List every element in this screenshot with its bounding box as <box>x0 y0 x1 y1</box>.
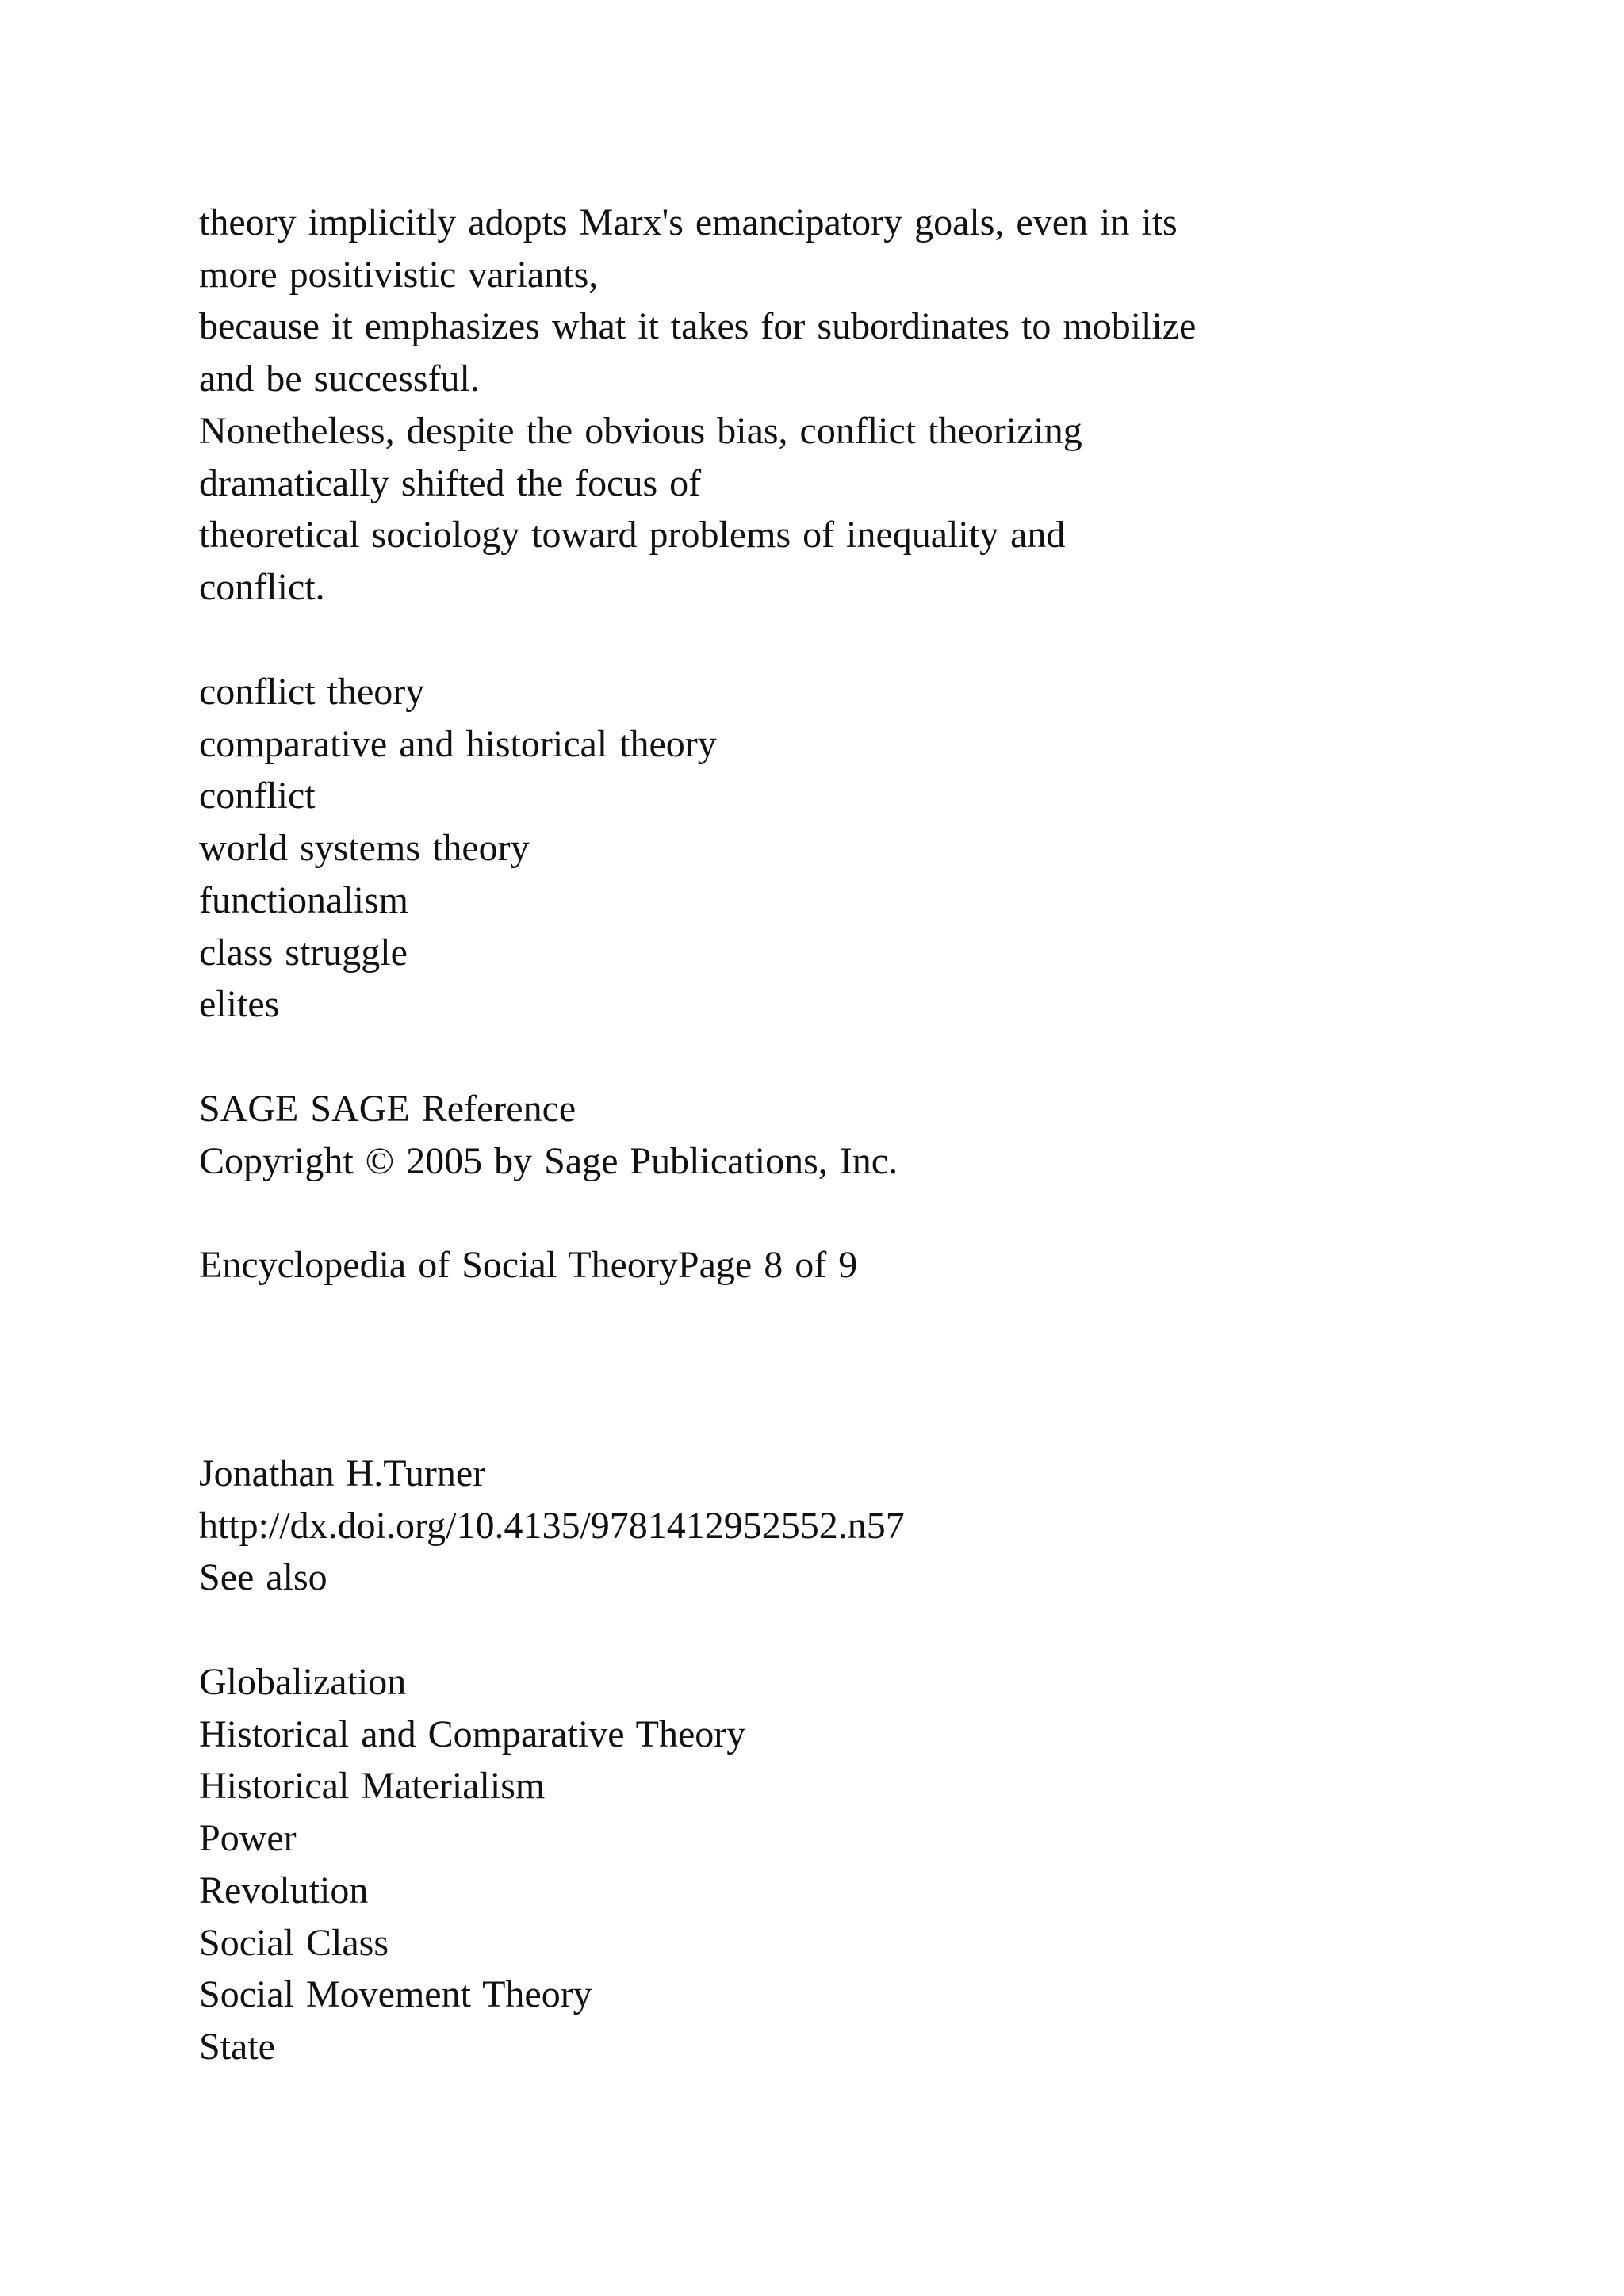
footer-line: Encyclopedia of Social TheoryPage 8 of 9 <box>199 1244 858 1286</box>
see-also-label: See also <box>199 1556 327 1599</box>
see-also-item[interactable]: Social Movement Theory <box>199 1973 592 2016</box>
publisher-line: SAGE SAGE Reference <box>199 1088 576 1130</box>
author-name: Jonathan H.Turner <box>199 1452 486 1494</box>
paragraph-line: because it emphasizes what it takes for subordinates to mobilize <box>199 305 1197 348</box>
see-also-item[interactable]: Historical Materialism <box>199 1765 546 1808</box>
see-also-item[interactable]: State <box>199 2025 275 2068</box>
paragraph-line: theory implicitly adopts Marx's emancipatory goals, even in its <box>199 201 1178 243</box>
keyword-list <box>199 666 717 1031</box>
paragraph-line: Nonetheless, despite the obvious bias, conflict theorizing <box>199 409 1082 452</box>
paragraph-line: and be successful. <box>199 358 480 400</box>
page-footer <box>199 1239 857 1292</box>
keyword-item: elites <box>199 983 280 1026</box>
paragraph-line: conflict. <box>199 565 325 608</box>
keyword-item: conflict <box>199 775 316 817</box>
copyright-line: Copyright © 2005 by Sage Publications, Inc. <box>199 1139 898 1182</box>
keyword-item: conflict theory <box>199 671 425 713</box>
doi-link[interactable]: http://dx.doi.org/10.4135/9781412952552.n57 <box>199 1504 905 1547</box>
see-also-item[interactable]: Power <box>199 1817 297 1860</box>
see-also-list <box>199 1656 745 2073</box>
keyword-item: comparative and historical theory <box>199 722 717 765</box>
see-also-item[interactable]: Globalization <box>199 1661 407 1703</box>
paragraph-line: theoretical sociology toward problems of inequality and <box>199 514 1066 557</box>
keyword-item: world systems theory <box>199 827 530 870</box>
paragraph-line: more positivistic variants, <box>199 253 599 296</box>
body-paragraph <box>199 197 1196 614</box>
author-block <box>199 1448 905 1604</box>
keyword-item: functionalism <box>199 878 408 921</box>
publisher-block <box>199 1083 898 1187</box>
paragraph-line: dramatically shifted the focus of <box>199 461 702 504</box>
see-also-item[interactable]: Revolution <box>199 1869 369 1911</box>
see-also-item[interactable]: Social Class <box>199 1921 389 1964</box>
see-also-item[interactable]: Historical and Comparative Theory <box>199 1712 746 1755</box>
keyword-item: class struggle <box>199 931 408 974</box>
